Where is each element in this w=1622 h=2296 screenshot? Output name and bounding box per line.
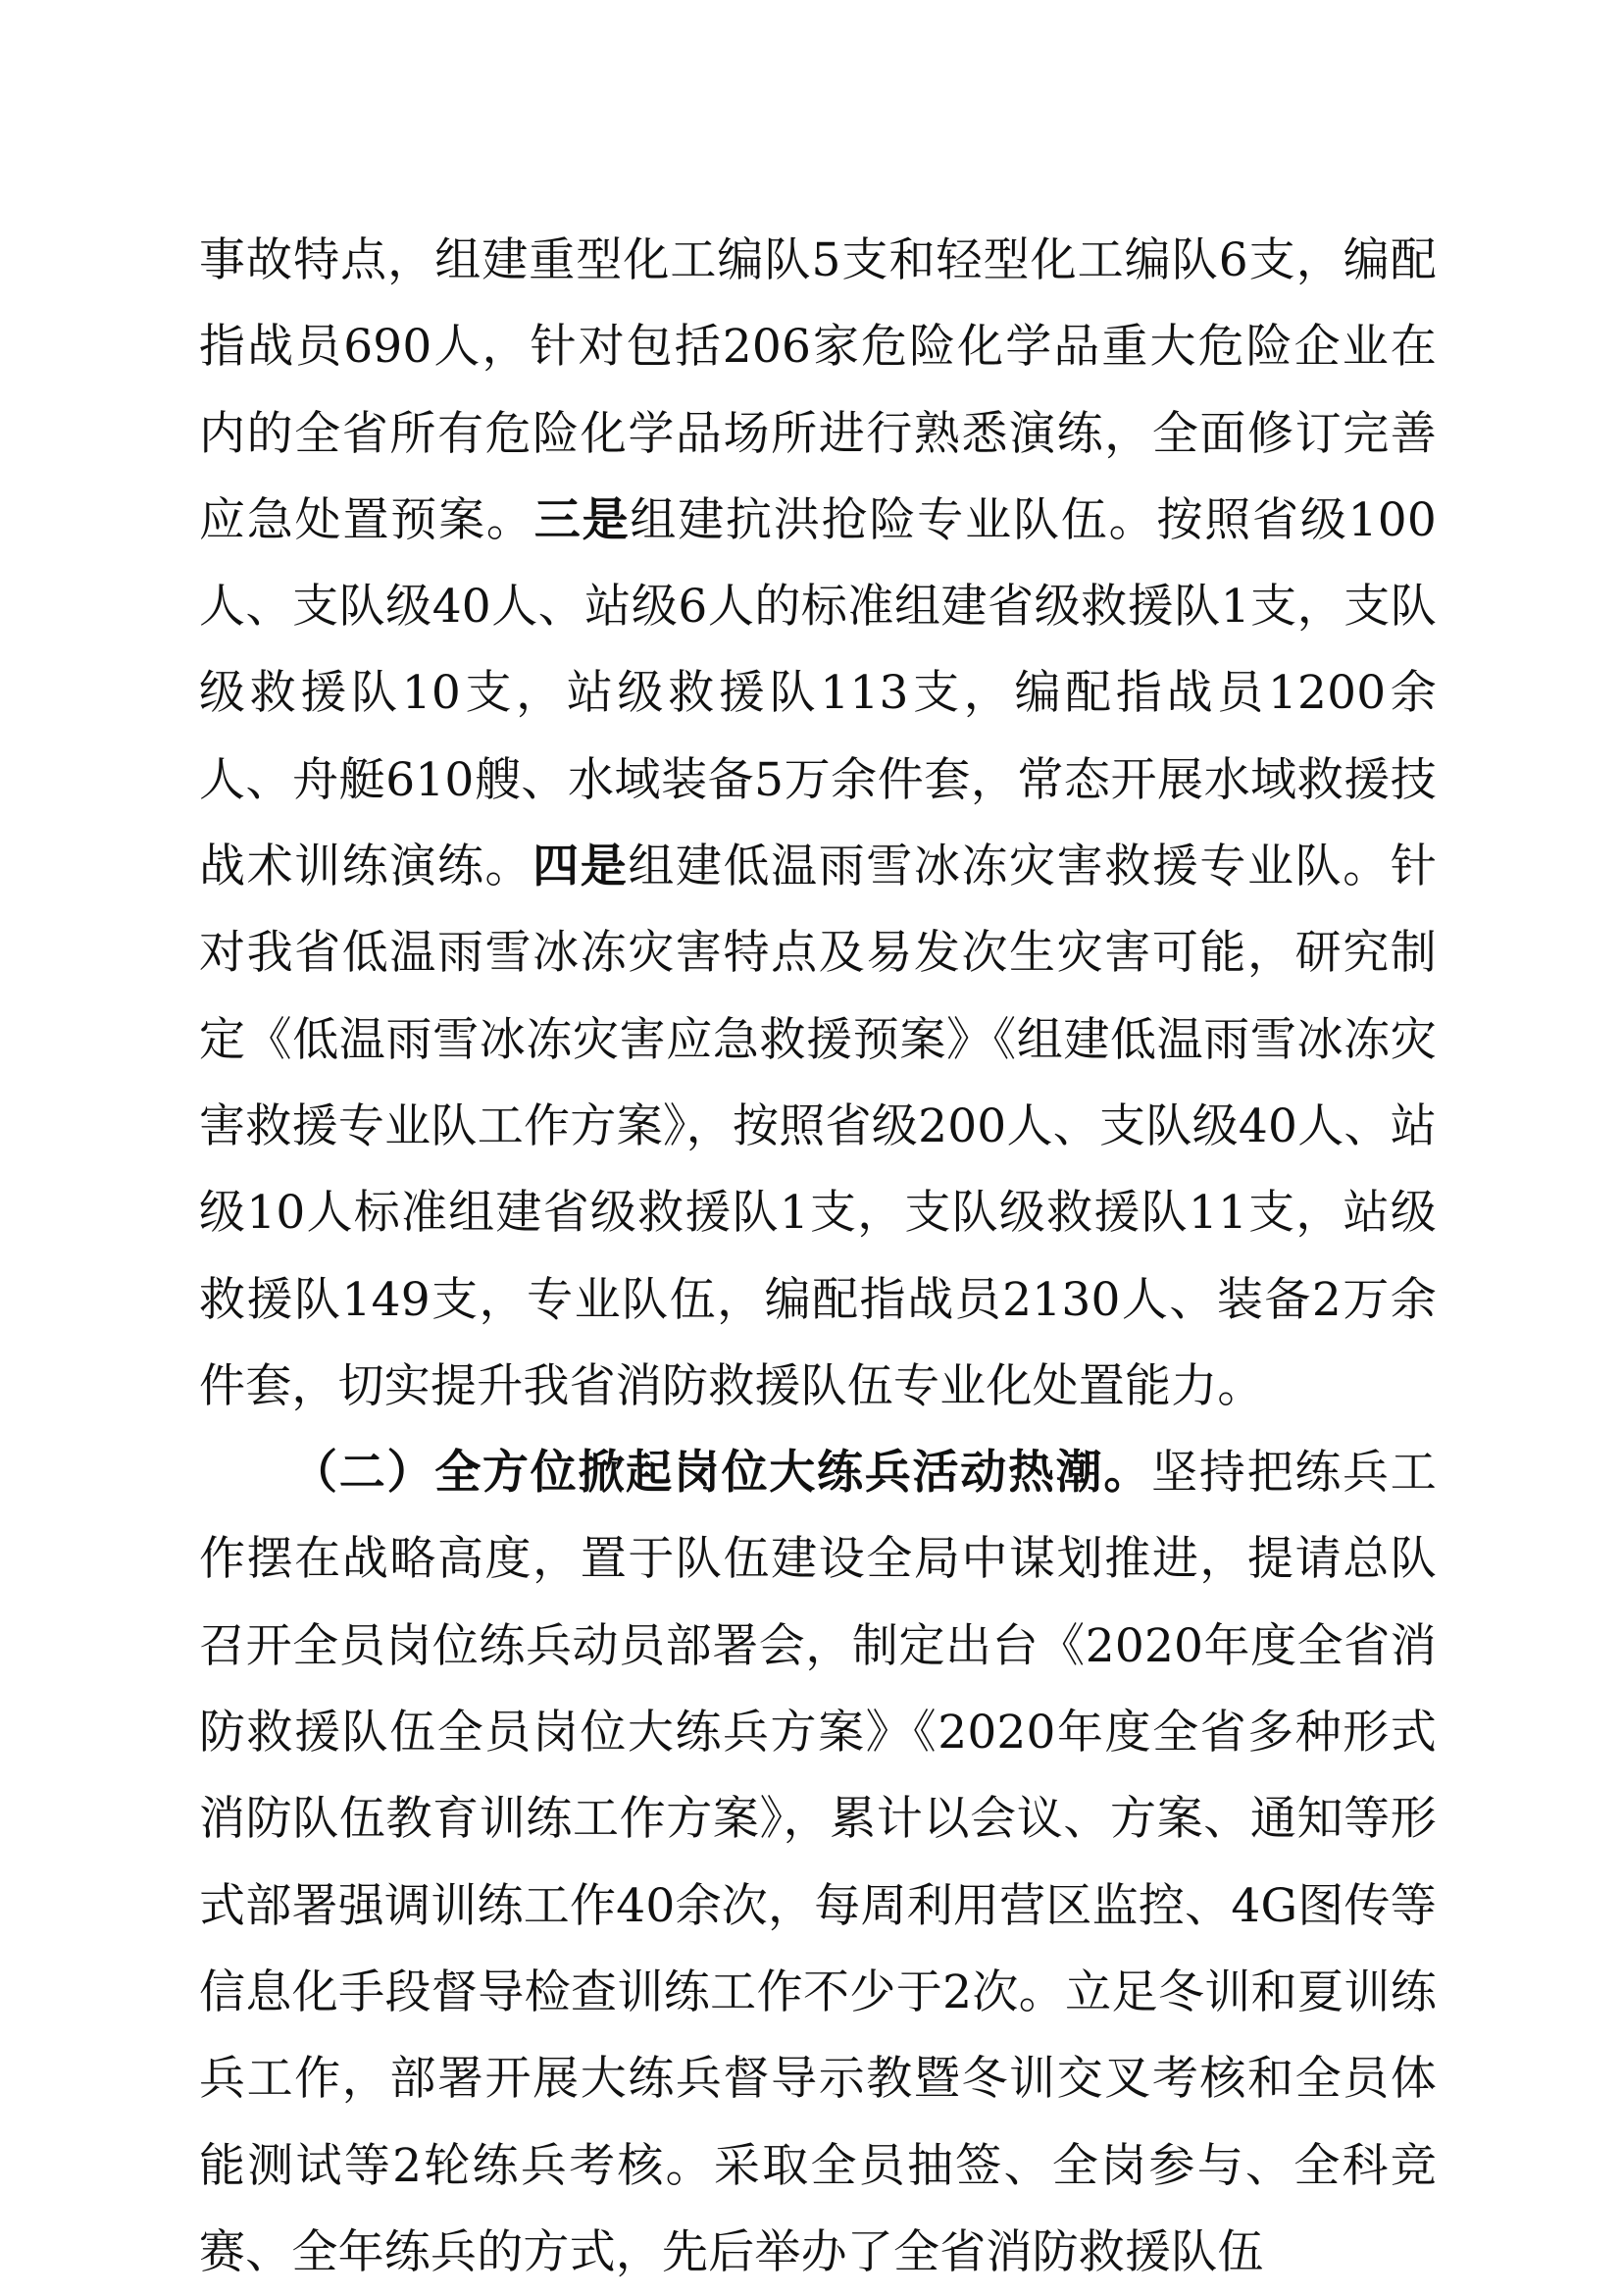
lead-marker-third: 三是 <box>533 492 631 547</box>
paragraph-2-body: 坚持把练兵工作摆在战略高度，置于队伍建设全局中谋划推进，提请总队召开全员岗位练兵动员部署会，制定出台《2020年度全省消防救援队伍全员岗位大练兵方案》《2020年度全省多种形式消防队伍教育训练工作方案》，累计以会议、方案、通知等形式部署强调训练工作40余次，每周利用营区监控、4G图传等信息化手段督导检查训练工作不少于2次。立足冬训和夏训练兵工作，部署开展大练兵督导示教暨冬训交叉考核和全员体能测试等2轮练兵考核。采取全员抽签、全岗参与、全科竞赛、全年练兵的方式，先后举办了全省消防救援队伍 <box>199 1446 1437 2279</box>
paragraph-1-part-2: 组建抗洪抢险专业队伍。按照省级100人、支队级40人、站级6人的标准组建省级救援队1支，支队级救援队10支，站级救援队113支，编配指战员1200余人、舟艇610艘、水域装备5万余件套，常态开展水域救援技战术训练演练。 <box>199 492 1437 894</box>
lead-marker-fourth: 四是 <box>532 840 629 894</box>
section-heading-two: （二）全方位掀起岗位大练兵活动热潮。 <box>291 1446 1152 1501</box>
body-text <box>199 218 1437 2296</box>
paragraph-1-part-3: 组建低温雨雪冰冻灾害救援专业队。针对我省低温雨雪冰冻灾害特点及易发次生灾害可能，研究制定《低温雨雪冰冻灾害应急救援预案》《组建低温雨雪冰冻灾害救援专业队工作方案》，按照省级200人、支队级40人、站级10人标准组建省级救援队1支，支队级救援队11支，站级救援队149支，专业队伍，编配指战员2130人、装备2万余件套，切实提升我省消防救援队伍专业化处置能力。 <box>199 840 1437 1413</box>
paragraph-training-campaign <box>199 1430 1437 2296</box>
paragraph-team-building <box>199 218 1437 1430</box>
paragraph-1-part-1: 事故特点，组建重型化工编队5支和轻型化工编队6支，编配指战员690人，针对包括206家危险化学品重大危险企业在内的全省所有危险化学品场所进行熟悉演练，全面修订完善应急处置预案。 <box>199 233 1437 547</box>
